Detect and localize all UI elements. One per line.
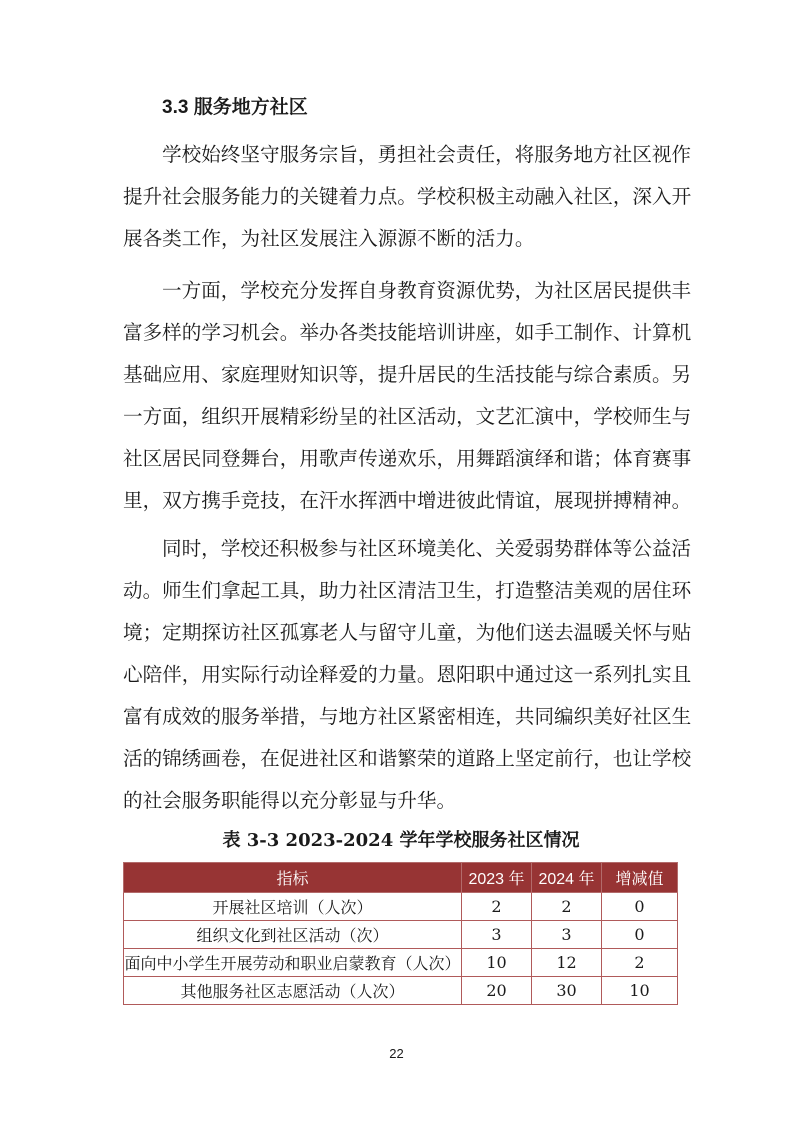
- paragraph-line: 富多样的学习机会。举办各类技能培训讲座，如手工制作、计算机: [123, 321, 692, 344]
- value-cell: 0: [602, 893, 678, 921]
- paragraph-line: 同时，学校还积极参与社区环境美化、关爱弱势群体等公益活: [162, 537, 692, 560]
- value-cell: 10: [462, 949, 532, 977]
- paragraph-line: 基础应用、家庭理财知识等，提升居民的生活技能与综合素质。另: [123, 363, 692, 386]
- value-cell: 2: [462, 893, 532, 921]
- table-row: [124, 921, 678, 949]
- paragraph-line: 社区居民同登舞台，用歌声传递欢乐，用舞蹈演绎和谐；体育赛事: [123, 447, 692, 470]
- header-indicator: 指标: [124, 863, 462, 893]
- table-row: [124, 893, 678, 921]
- table-row: [124, 949, 678, 977]
- paragraph-line: 展各类工作，为社区发展注入源源不断的活力。: [123, 227, 535, 250]
- indicator-cell: 开展社区培训（人次）: [124, 893, 462, 921]
- paragraph-line: 境；定期探访社区孤寡老人与留守儿童，为他们送去温暖关怀与贴: [123, 621, 692, 644]
- value-cell: 30: [532, 977, 602, 1005]
- indicator-cell: 面向中小学生开展劳动和职业启蒙教育（人次）: [124, 949, 462, 977]
- paragraph-line: 学校始终坚守服务宗旨，勇担社会责任，将服务地方社区视作: [162, 143, 692, 166]
- indicator-cell: 其他服务社区志愿活动（人次）: [124, 977, 462, 1005]
- paragraph-line: 提升社会服务能力的关键着力点。学校积极主动融入社区，深入开: [123, 185, 692, 208]
- table-header-row: [124, 863, 678, 893]
- header-2023: 2023 年: [462, 863, 532, 893]
- value-cell: 3: [462, 921, 532, 949]
- paragraph-line: 一方面，组织开展精彩纷呈的社区活动，文艺汇演中，学校师生与: [123, 405, 692, 428]
- service-table: [123, 862, 678, 1005]
- paragraph-line: 活的锦绣画卷，在促进社区和谐繁荣的道路上坚定前行，也让学校: [123, 747, 692, 770]
- value-cell: 10: [602, 977, 678, 1005]
- section-heading: 3.3 服务地方社区: [162, 97, 308, 118]
- value-cell: 2: [532, 893, 602, 921]
- value-cell: 0: [602, 921, 678, 949]
- paragraph-line: 心陪伴，用实际行动诠释爱的力量。恩阳职中通过这一系列扎实且: [123, 663, 692, 686]
- paragraph-line: 一方面，学校充分发挥自身教育资源优势，为社区居民提供丰: [162, 279, 692, 302]
- value-cell: 3: [532, 921, 602, 949]
- paragraph-line: 的社会服务职能得以充分彰显与升华。: [123, 789, 457, 812]
- value-cell: 2: [602, 949, 678, 977]
- value-cell: 12: [532, 949, 602, 977]
- header-change: 增减值: [602, 863, 678, 893]
- table-row: [124, 977, 678, 1005]
- paragraph-line: 富有成效的服务举措，与地方社区紧密相连，共同编织美好社区生: [123, 705, 692, 728]
- header-2024: 2024 年: [532, 863, 602, 893]
- indicator-cell: 组织文化到社区活动（次）: [124, 921, 462, 949]
- page-number: 22: [389, 1046, 404, 1061]
- table-caption: 表 3-3 2023-2024 学年学校服务社区情况: [222, 830, 580, 851]
- value-cell: 20: [462, 977, 532, 1005]
- paragraph-line: 动。师生们拿起工具，助力社区清洁卫生，打造整洁美观的居住环: [123, 579, 692, 602]
- paragraph-line: 里，双方携手竞技，在汗水挥洒中增进彼此情谊，展现拼搏精神。: [123, 489, 692, 512]
